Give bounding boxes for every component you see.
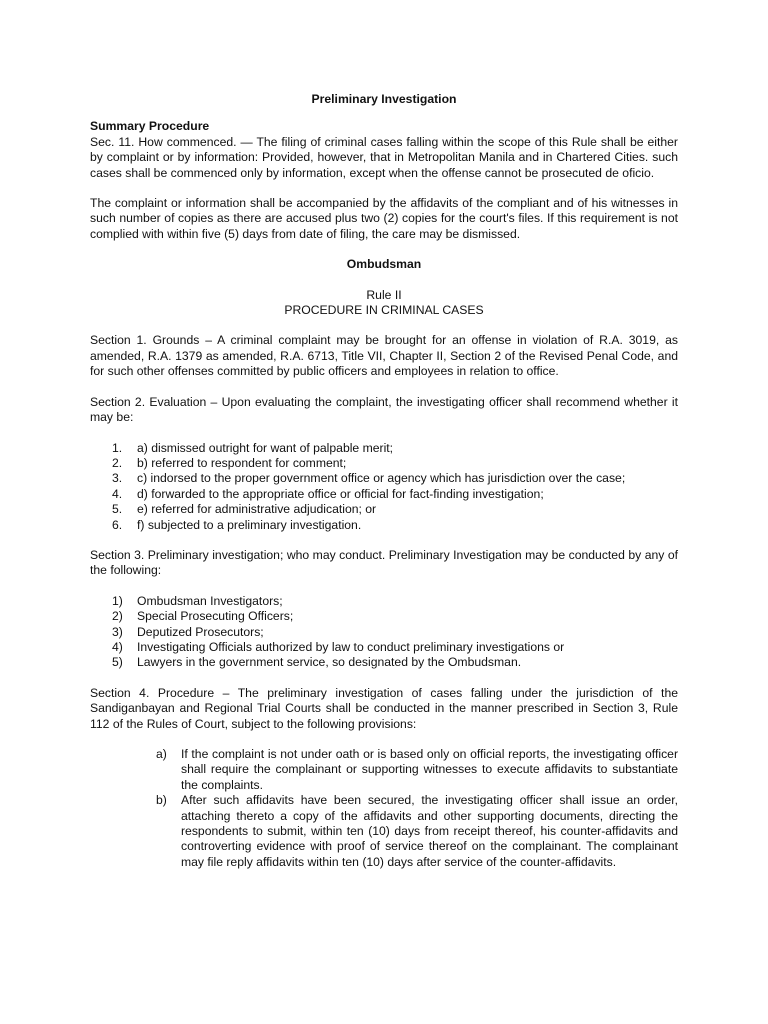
list-item-number: 5) (112, 655, 123, 670)
list-item (112, 471, 678, 486)
rule-title: PROCEDURE IN CRIMINAL CASES (284, 303, 484, 318)
list-item (112, 502, 678, 517)
section-2-paragraph: Section 2. Evaluation – Upon evaluating the complaint, the investigating officer shall recommend whether it may be: (90, 394, 678, 425)
list-item-text: c) indorsed to the proper government office or agency which has jurisdiction over the case; (137, 471, 626, 486)
list-item (112, 441, 678, 456)
rule-number: Rule II (366, 287, 402, 302)
page-title: Preliminary Investigation (311, 92, 457, 106)
list-item (112, 655, 678, 670)
list-item (112, 594, 678, 609)
list-item-text: d) forwarded to the appropriate office or official for fact-finding investigation; (137, 486, 544, 501)
list-item-text: f) subjected to a preliminary investigation. (137, 517, 362, 532)
list-item (112, 609, 678, 624)
list-item-number: 6. (112, 517, 123, 532)
ombudsman-heading: Ombudsman (346, 257, 422, 272)
list-item-number: 3. (112, 471, 123, 486)
summary-paragraph-2: The complaint or information shall be accompanied by the affidavits of the compliant and of his witnesses in such number of copies as there are accused plus two (2) copies for the court's files. If this requirement is not complied with within five (5) days from date of filing, the care may be dismissed. (90, 196, 678, 241)
list-item-number: 4. (112, 486, 123, 501)
list-item-text: Special Prosecuting Officers; (137, 609, 294, 624)
section-3-paragraph: Section 3. Preliminary investigation; who may conduct. Preliminary Investigation may be conducted by any of the following: (90, 547, 678, 578)
list-item-text: b) referred to respondent for comment; (137, 455, 347, 470)
evaluation-list (90, 441, 678, 533)
list-item-text: Lawyers in the government service, so designated by the Ombudsman. (137, 655, 522, 670)
list-item (112, 456, 678, 471)
conductors-list (90, 594, 678, 671)
list-item-text: Deputized Prosecutors; (137, 624, 264, 639)
summary-procedure-heading: Summary Procedure (90, 119, 210, 134)
provisions-list (90, 747, 678, 870)
list-item-text: a) dismissed outright for want of palpable merit; (137, 440, 394, 455)
list-item (112, 625, 678, 640)
list-item (112, 518, 678, 533)
list-item-number: 1. (112, 440, 123, 455)
list-item (156, 793, 678, 870)
section-1-paragraph: Section 1. Grounds – A criminal complaint may be brought for an offense in violation of R.A. 3019, as amended, R.A. 1379 as amended, R.A. 6713, Title VII, Chapter II, Section 2 of the Revised Penal Code, and for such other offenses committed by public officers and employees in relation to office. (90, 333, 678, 379)
list-item-letter: a) (156, 747, 167, 761)
list-item (112, 487, 678, 502)
list-item-number: 3) (112, 624, 123, 639)
list-item-text: After such affidavits have been secured, the investigating officer shall issue an order, attaching thereto a copy of the affidavits and other supporting documents, directing the respondents to submit, within ten (10) days from receipt thereof, his counter-affidavits and controverting evidence with proof of service thereof on the complainant. The complainant may file reply affidavits within ten (10) days after service of the counter-affidavits. (181, 793, 678, 869)
list-item-number: 2) (112, 609, 123, 624)
list-item (112, 640, 678, 655)
list-item-number: 5. (112, 502, 123, 517)
section-4-paragraph: Section 4. Procedure – The preliminary investigation of cases falling under the jurisdiction of the Sandiganbayan and Regional Trial Courts shall be conducted in the manner prescribed in Section 3, Rule 112 of the Rules of Court, subject to the following provisions: (90, 685, 678, 731)
list-item-text: e) referred for administrative adjudication; or (137, 502, 377, 517)
list-item-text: Investigating Officials authorized by law to conduct preliminary investigations or (137, 639, 565, 654)
list-item (156, 747, 678, 793)
list-item-text: If the complaint is not under oath or is based only on official reports, the investigating officer shall require the complainant or supporting witnesses to execute affidavits to substantiate the complaints. (181, 747, 678, 792)
list-item-letter: b) (156, 793, 167, 808)
list-item-number: 1) (112, 593, 123, 608)
list-item-text: Ombudsman Investigators; (137, 593, 283, 608)
list-item-number: 4) (112, 639, 123, 654)
list-item-number: 2. (112, 455, 123, 470)
summary-paragraph-1: Sec. 11. How commenced. — The filing of criminal cases falling within the scope of this Rule shall be either by complaint or by information: Provided, however, that in Metropolitan Manila and in Chartered Cities. such cases shall be commenced only by information, except when the offense cannot be prosecuted de oficio. (90, 134, 678, 180)
